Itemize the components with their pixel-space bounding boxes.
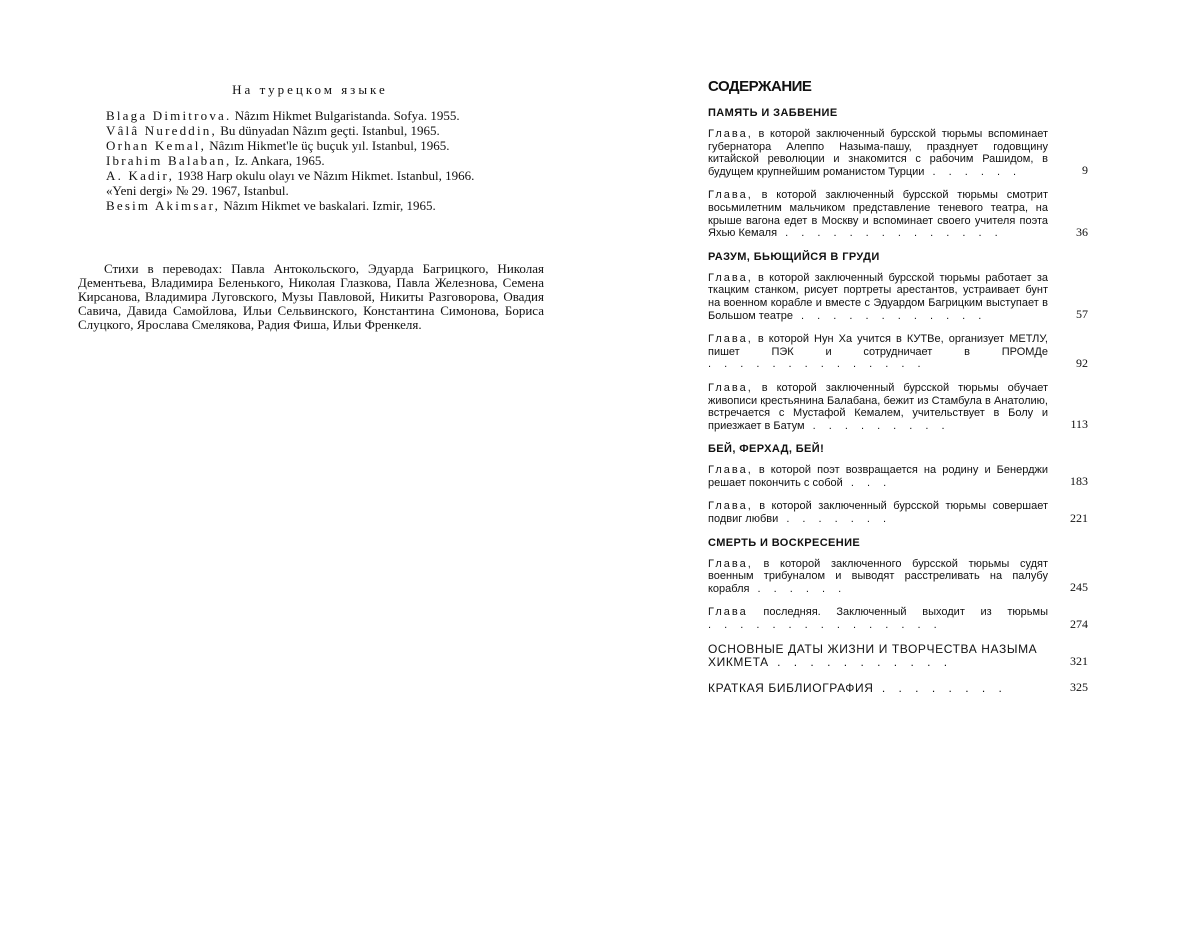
page-number: 9: [1082, 163, 1088, 178]
toc-entry[interactable]: Глава, в которой заключенный бурсской тюрьмы работает за ткацким станком, рисует портреты арестантов, устраивает бунт на военном корабле и вместе с Эдуардом Багрицким выступает в Большом театре . . . . . . . . . . . . 57: [708, 271, 1088, 322]
bibliography-entry: Orhan Kemal, Nâzım Hikmet'le üç buçuk yıl. Istanbul, 1965.: [106, 138, 450, 153]
part-title: БЕЙ, ФЕРХАД, БЕЙ!: [708, 443, 825, 456]
bibliography-entry: «Yeni dergi» № 29. 1967, Istanbul.: [106, 183, 289, 198]
toc-appendix[interactable]: КРАТКАЯ БИБЛИОГРАФИЯ . . . . . . . . 325: [708, 679, 1088, 695]
page-number: 325: [1070, 679, 1088, 694]
part-title: РАЗУМ, БЬЮЩИЙСЯ В ГРУДИ: [708, 250, 880, 263]
toc-entry[interactable]: Глава, в которой поэт возвращается на родину и Бенерджи решает покончить с собой . . . 183: [708, 464, 1088, 489]
table-of-contents: [708, 78, 1088, 706]
right-page: [600, 0, 1200, 944]
toc-entry[interactable]: Глава, в которой заключенный бурсской тюрьмы совершает подвиг любви . . . . . . . 221: [708, 500, 1088, 526]
page-number: 92: [1076, 355, 1088, 370]
toc-entry[interactable]: Глава, в которой заключенный бурсской тюрьмы смотрит восьмилетним мальчиком представление теневого театра, на крыше вагона едет в Москву и вспоминает своего учителя поэта Яхью Кемаля . . . . . . . . . . . . . . 36: [708, 189, 1088, 240]
page-number: 113: [1070, 417, 1088, 432]
toc-title: СОДЕРЖАНИЕ: [708, 78, 812, 95]
bibliography-entry: Besim Akimsar, Nâzım Hikmet ve baskalari. Izmir, 1965.: [106, 198, 436, 213]
toc-entry[interactable]: Глава, в которой заключенного бурсской тюрьмы судят военным трибуналом и выводят расстреливать на палубу корабля . . . . . . 245: [708, 557, 1088, 595]
page-number: 321: [1070, 653, 1088, 668]
page-number: 36: [1076, 224, 1088, 239]
part-title: ПАМЯТЬ И ЗАБВЕНИЕ: [708, 107, 838, 119]
page-number: 183: [1070, 474, 1088, 489]
page-number: 221: [1070, 510, 1088, 525]
bibliography-entry: A. Kadir, 1938 Harp okulu olayı ve Nâzım Hikmet. Istanbul, 1966.: [106, 168, 475, 183]
toc-appendix[interactable]: ОСНОВНЫЕ ДАТЫ ЖИЗНИ И ТВОРЧЕСТВА НАЗЫМА ХИКМЕТА . . . . . . . . . . . 321: [708, 641, 1088, 669]
bibliography-entry: Blaga Dimitrova. Nâzım Hikmet Bulgaristanda. Sofya. 1955.: [106, 108, 460, 123]
bibliography-entry: Vâlâ Nureddin, Bu dünyadan Nâzım geçti. Istanbul, 1965.: [106, 123, 440, 138]
toc-entry[interactable]: Глава, в которой Нун Ха учится в КУТВе, организует МЕТЛУ, пишет ПЭК и сотрудничает в ПРОМДе . . . . . . . . . . . . . . 92: [708, 333, 1088, 371]
toc-entry[interactable]: Глава, в которой заключенный бурсской тюрьмы обучает живописи крестьянина Балабана, бежит из Стамбула в Анатолию, встречается с Мустафой Кемалем, учительствует в Болу и приезжает в Батум . . . . . . . . . 113: [708, 381, 1088, 432]
toc-entry[interactable]: Глава, в которой заключенный бурсской тюрьмы вспоминает губернатора Алеппо Назыма-пашу, празднует годовщину китайской революции и знакомится с рабочим Рашидом, в будущем крупнейшим романистом Турции . . . . . . 9: [708, 128, 1088, 178]
bibliography-list: [80, 108, 550, 213]
page-number: 245: [1070, 580, 1088, 595]
translations-credits: Стихи в переводах: Павла Антокольского, Эдуарда Багрицкого, Николая Дементьева, Владимира Беленького, Николая Глазкова, Павла Железнова, Семена Кирсанова, Владимира Луговского, Музы Павловой, Никиты Разговорова, Овадия Савича, Давида Самойлова, Ильи Сельвинского, Константина Симонова, Бориса Слуцкого, Ярослава Смелякова, Радия Фиша, Ильи Френкеля.: [78, 261, 544, 332]
part-title: СМЕРТЬ И ВОСКРЕСЕНИЕ: [708, 536, 861, 549]
turkish-sources-heading: На турецком языке: [232, 82, 388, 97]
page-number: 274: [1070, 616, 1088, 631]
toc-entry[interactable]: Глава последняя. Заключенный выходит из тюрьмы . . . . . . . . . . . . . . . 274: [708, 606, 1088, 632]
page-number: 57: [1076, 307, 1088, 322]
bibliography-entry: Ibrahim Balaban, Iz. Ankara, 1965.: [106, 153, 325, 168]
